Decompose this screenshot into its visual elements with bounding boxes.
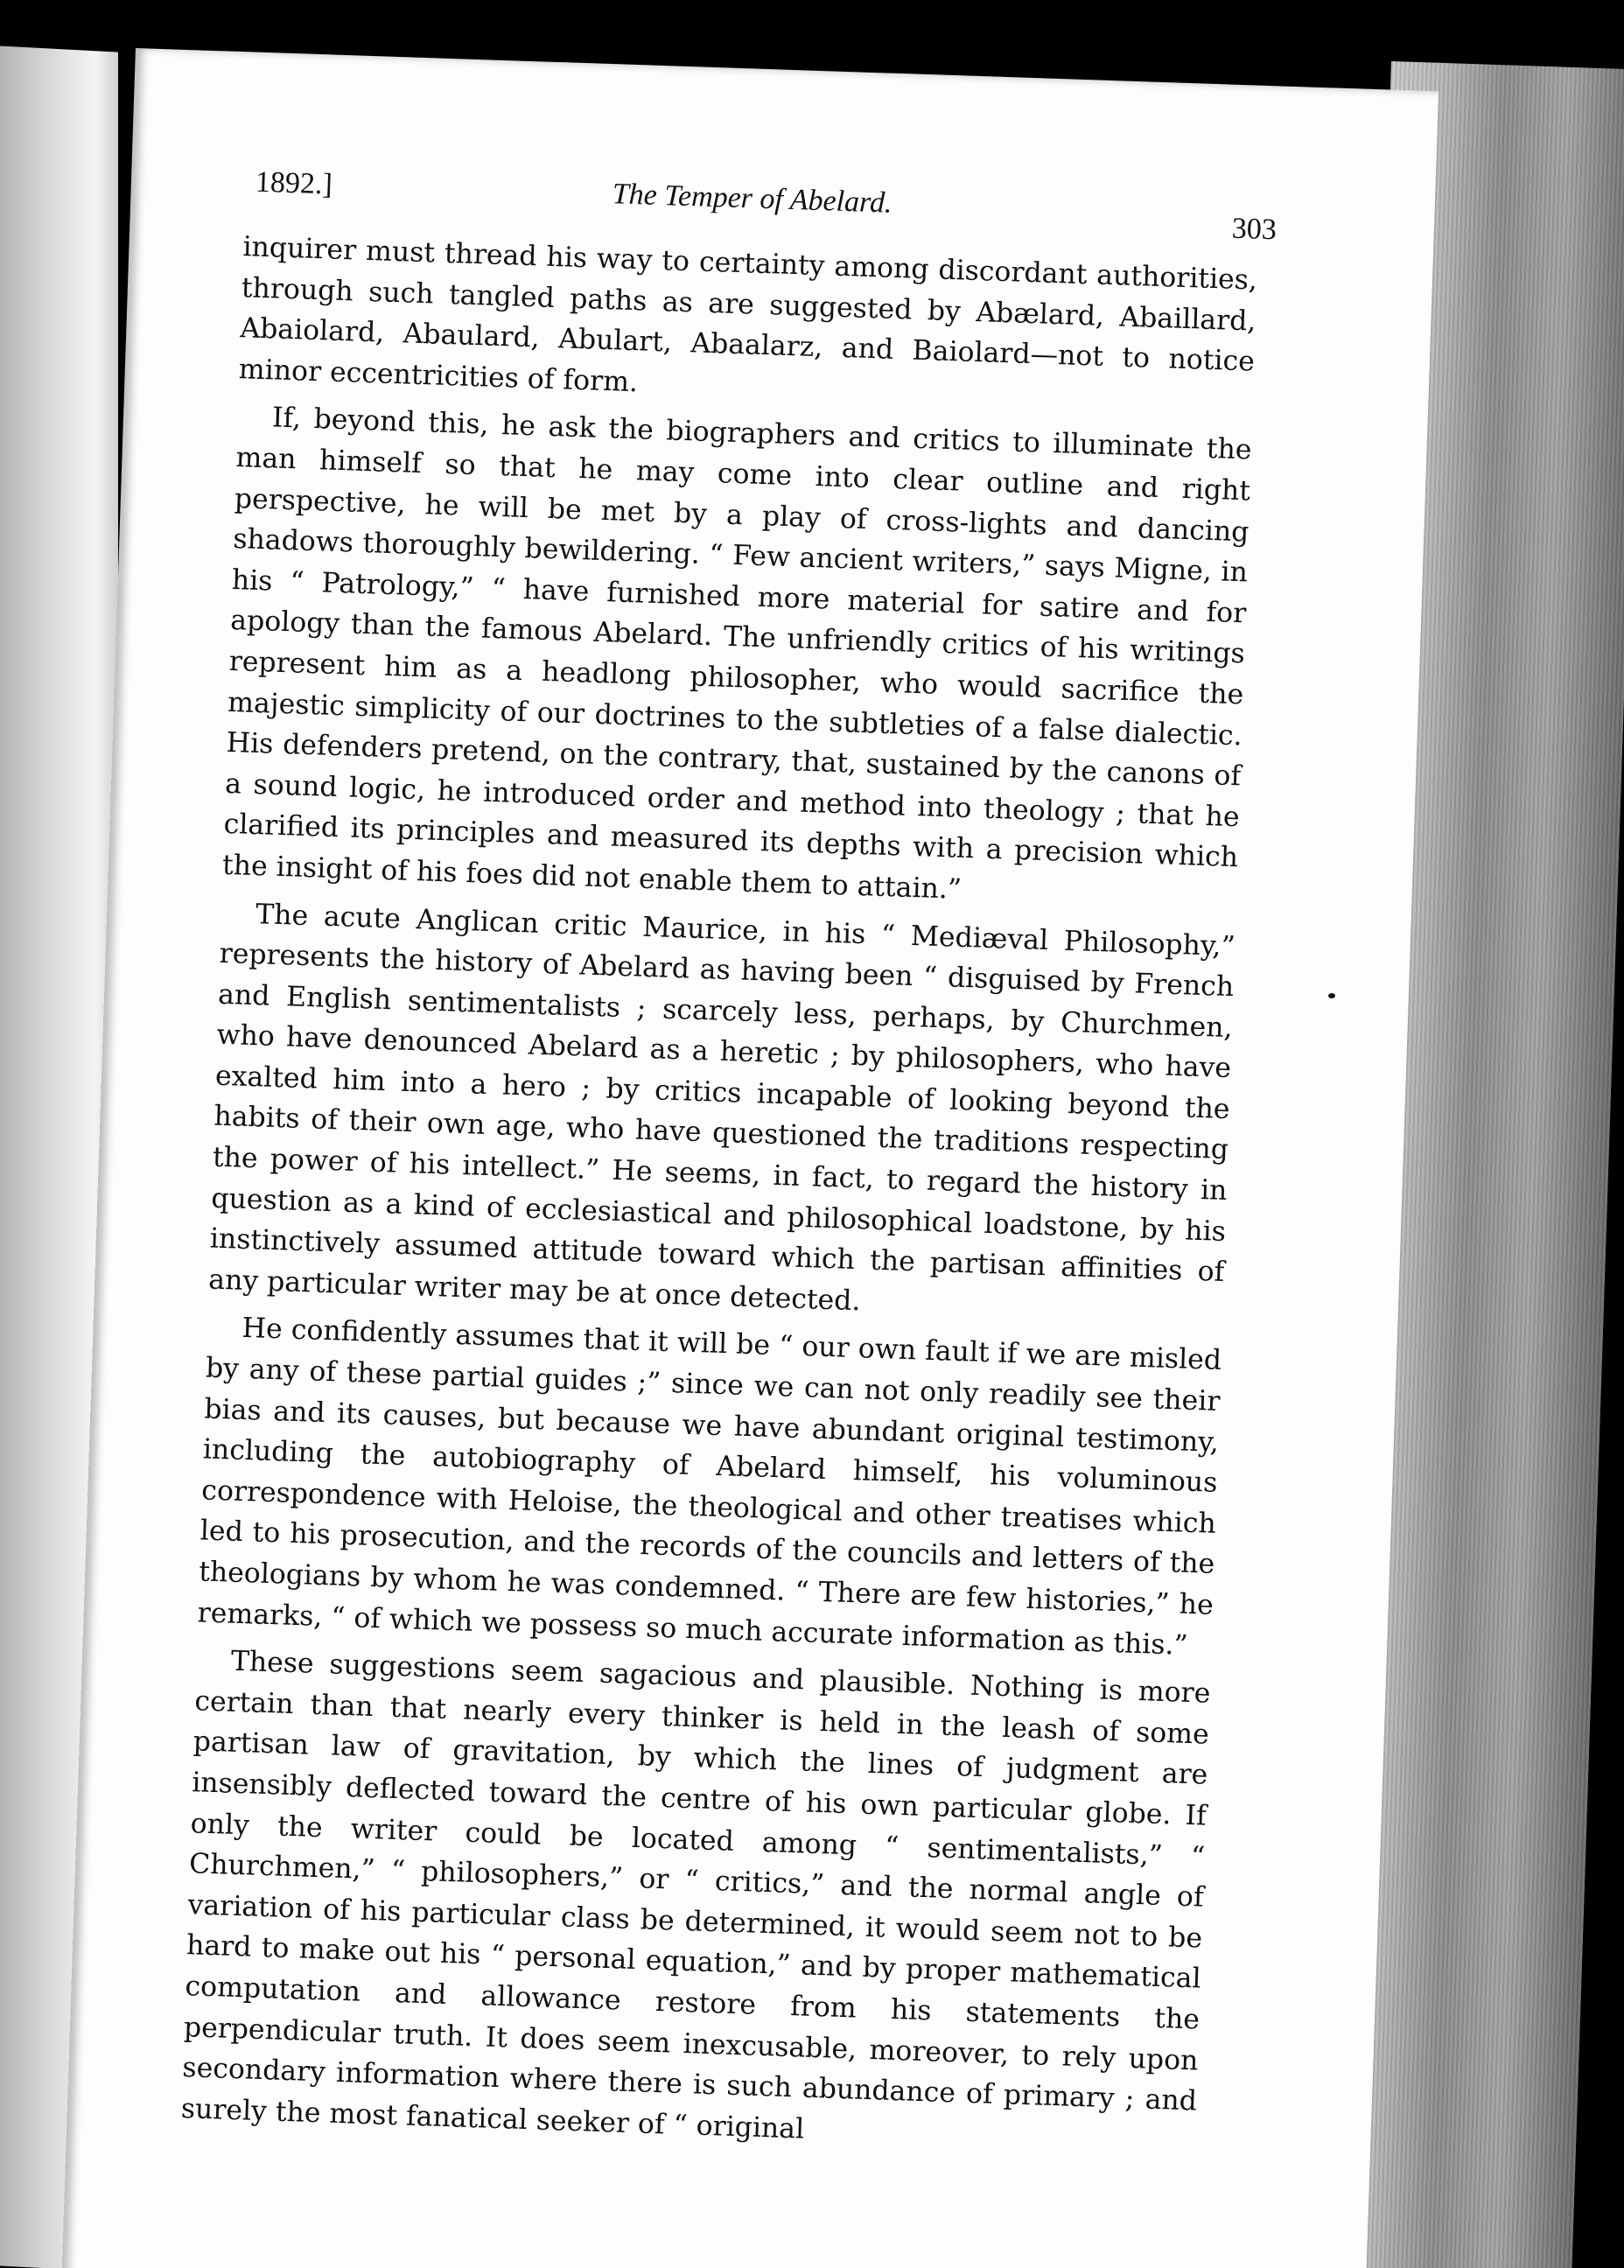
body-text xyxy=(180,227,1257,2163)
paragraph-maurice: The acute Anglican critic Maurice, in his “ Mediæval Philosophy,” represents the history of Abelard as having been “ disguised by French and English sentimentalists ; scarcely less, perhaps, by Churchmen, who have denounced Abelard as a heretic ; by philosophers, who have exalted him into a hero ; by critics incapable of looking beyond the habits of their own age, who have questioned the traditions respecting the power of his intellect.” He seems, in fact, to regard the history in question as a kind of ecclesiastical and philosophical loadstone, by his instinctively assumed attitude toward which the partisan affinities of any particular writer may be at once detected. xyxy=(207,898,1236,1318)
paragraph-suggestions: These suggestions seem sagacious and plausible. Nothing is more certain than that nearly every thinker is held in the leash of some partisan law of gravitation, by which the lines of judgment are insensibly deflected toward the centre of his own particular globe. If only the writer could be located among “ sentimentalists,” “ Churchmen,” “ philosophers,” or “ critics,” and the normal angle of variation of his particular class be determined, it would seem not to be hard to make out his “ personal equation,” and by proper mathematical computation and allowance restore from his statements the perpendicular truth. It does seem inexcusable, moreover, to rely upon secondary information where there is such abundance of primary ; and surely the most fanatical seeker of “ original xyxy=(180,1645,1211,2146)
book-page xyxy=(60,48,1438,2268)
page-content xyxy=(180,165,1278,2170)
page-number: 303 xyxy=(1231,212,1278,247)
running-head-year: 1892.] xyxy=(255,165,333,201)
paragraph-migne: If, beyond this, he ask the biographers and critics to illuminate the man himself so that he may come into clear outline and right perspective, he will be met by a play of cross-lights and dancing shadows thoroughly bewildering. “ Few ancient writers,” says Migne, in his “ Patrology,” “ have furnished more material for satire and for apology than the famous Abelard. The unfriendly critics of his writings represent him as a headlong philosopher, who would sacrifice the majestic simplicity of our doctrines to the subtleties of a false dialectic. His defenders pretend, on the contrary, that, sustained by the canons of a sound logic, he introduced order and method into theology ; that he clarified its principles and measured its depths with a precision which the insight of his foes did not enable them to attain.” xyxy=(221,402,1253,906)
running-head-title: The Temper of Abelard. xyxy=(612,178,893,220)
paragraph-testimony: He confidently assumes that it will be “ our own fault if we are misled by any of these partial guides ;” since we can not only readily see their bias and its causes, but because we have abundant original testimony, including the autobiography of Abelard himself, his voluminous correspondence with Heloise, the theological and other treatises which led to his prosecution, and the records of the councils and letters of the theologians by whom he was condemned. “ There are few histories,” he remarks, “ of which we possess so much accurate information as this.” xyxy=(197,1312,1222,1662)
scan-speck xyxy=(1328,993,1335,998)
paragraph-continued: inquirer must thread his way to certainty among discordant authorities, through such tangled paths as are suggested by Abælard, Abaillard, Abaiolard, Abaulard, Abulart, Abaalarz, and Baiolard—not to notice minor eccentricities of form. xyxy=(238,231,1258,399)
